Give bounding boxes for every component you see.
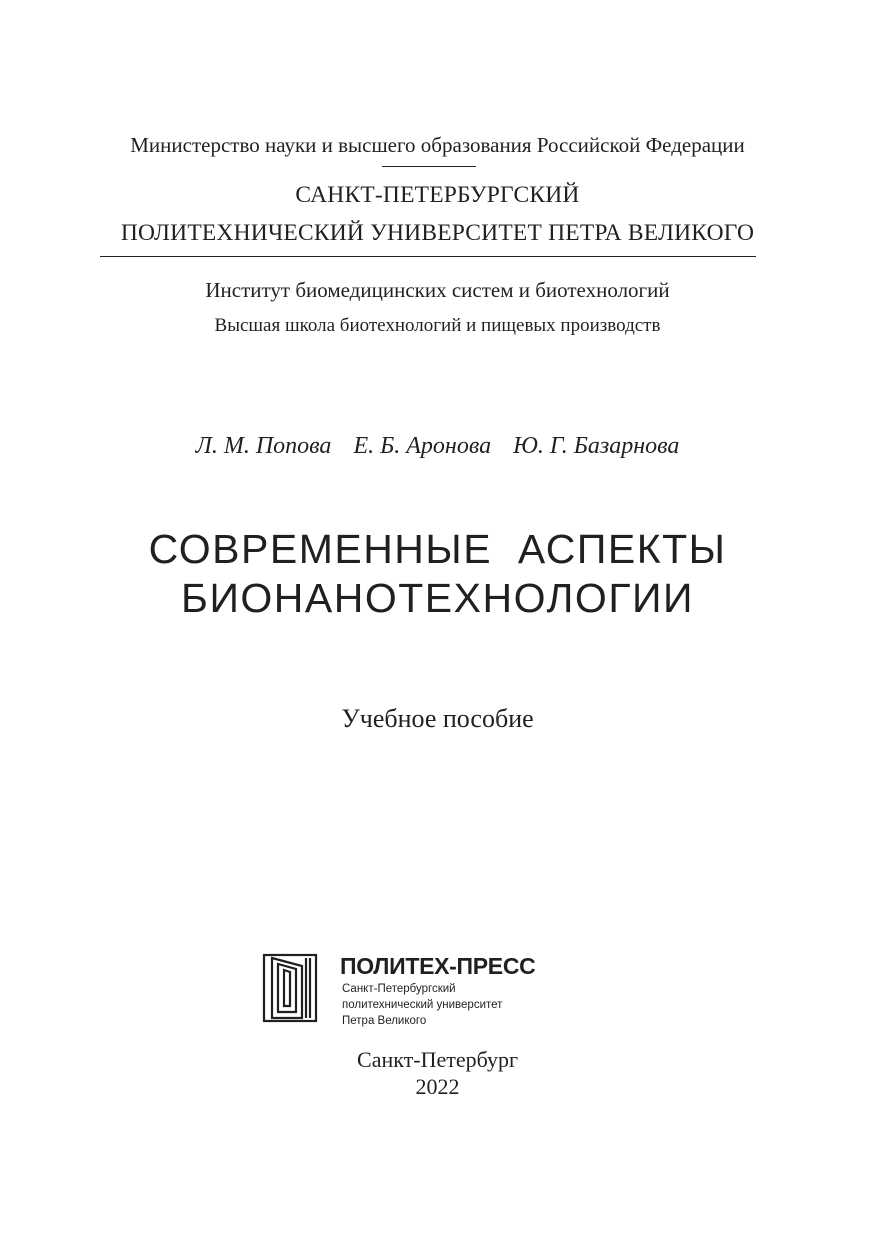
university-name-line1: САНКТ-ПЕТЕРБУРГСКИЙ [295, 182, 580, 208]
publication-city: Санкт-Петербург [357, 1047, 518, 1072]
publisher-line1: Санкт-Петербургский [342, 983, 456, 995]
author-2: Е. Б. Аронова [353, 433, 492, 459]
publisher-name: ПОЛИТЕХ-ПРЕСС [340, 953, 536, 979]
publisher-line2: политехнический университет [342, 999, 503, 1011]
short-divider [382, 166, 476, 167]
publisher-line3: Петра Великого [342, 1015, 427, 1027]
university-name-line2: ПОЛИТЕХНИЧЕСКИЙ УНИВЕРСИТЕТ ПЕТРА ВЕЛИКОГО [120, 220, 755, 246]
book-subtitle: Учебное пособие [341, 704, 534, 733]
book-title-line1: СОВРЕМЕННЫЕ АСПЕКТЫ [148, 526, 727, 572]
author-1: Л. М. Попова [195, 433, 332, 459]
school-name: Высшая школа биотехнологий и пищевых производств [214, 315, 661, 336]
publication-year: 2022 [415, 1074, 460, 1099]
long-divider [100, 256, 756, 257]
book-title-line2: БИОНАНОТЕХНОЛОГИИ [181, 575, 694, 621]
authors [0, 430, 875, 462]
book-door-icon [262, 952, 322, 1024]
author-3: Ю. Г. Базарнова [513, 433, 680, 459]
ministry-line: Министерство науки и высшего образования Российской Федерации [130, 133, 745, 157]
institute-name: Институт биомедицинских систем и биотехнологий [205, 278, 670, 302]
